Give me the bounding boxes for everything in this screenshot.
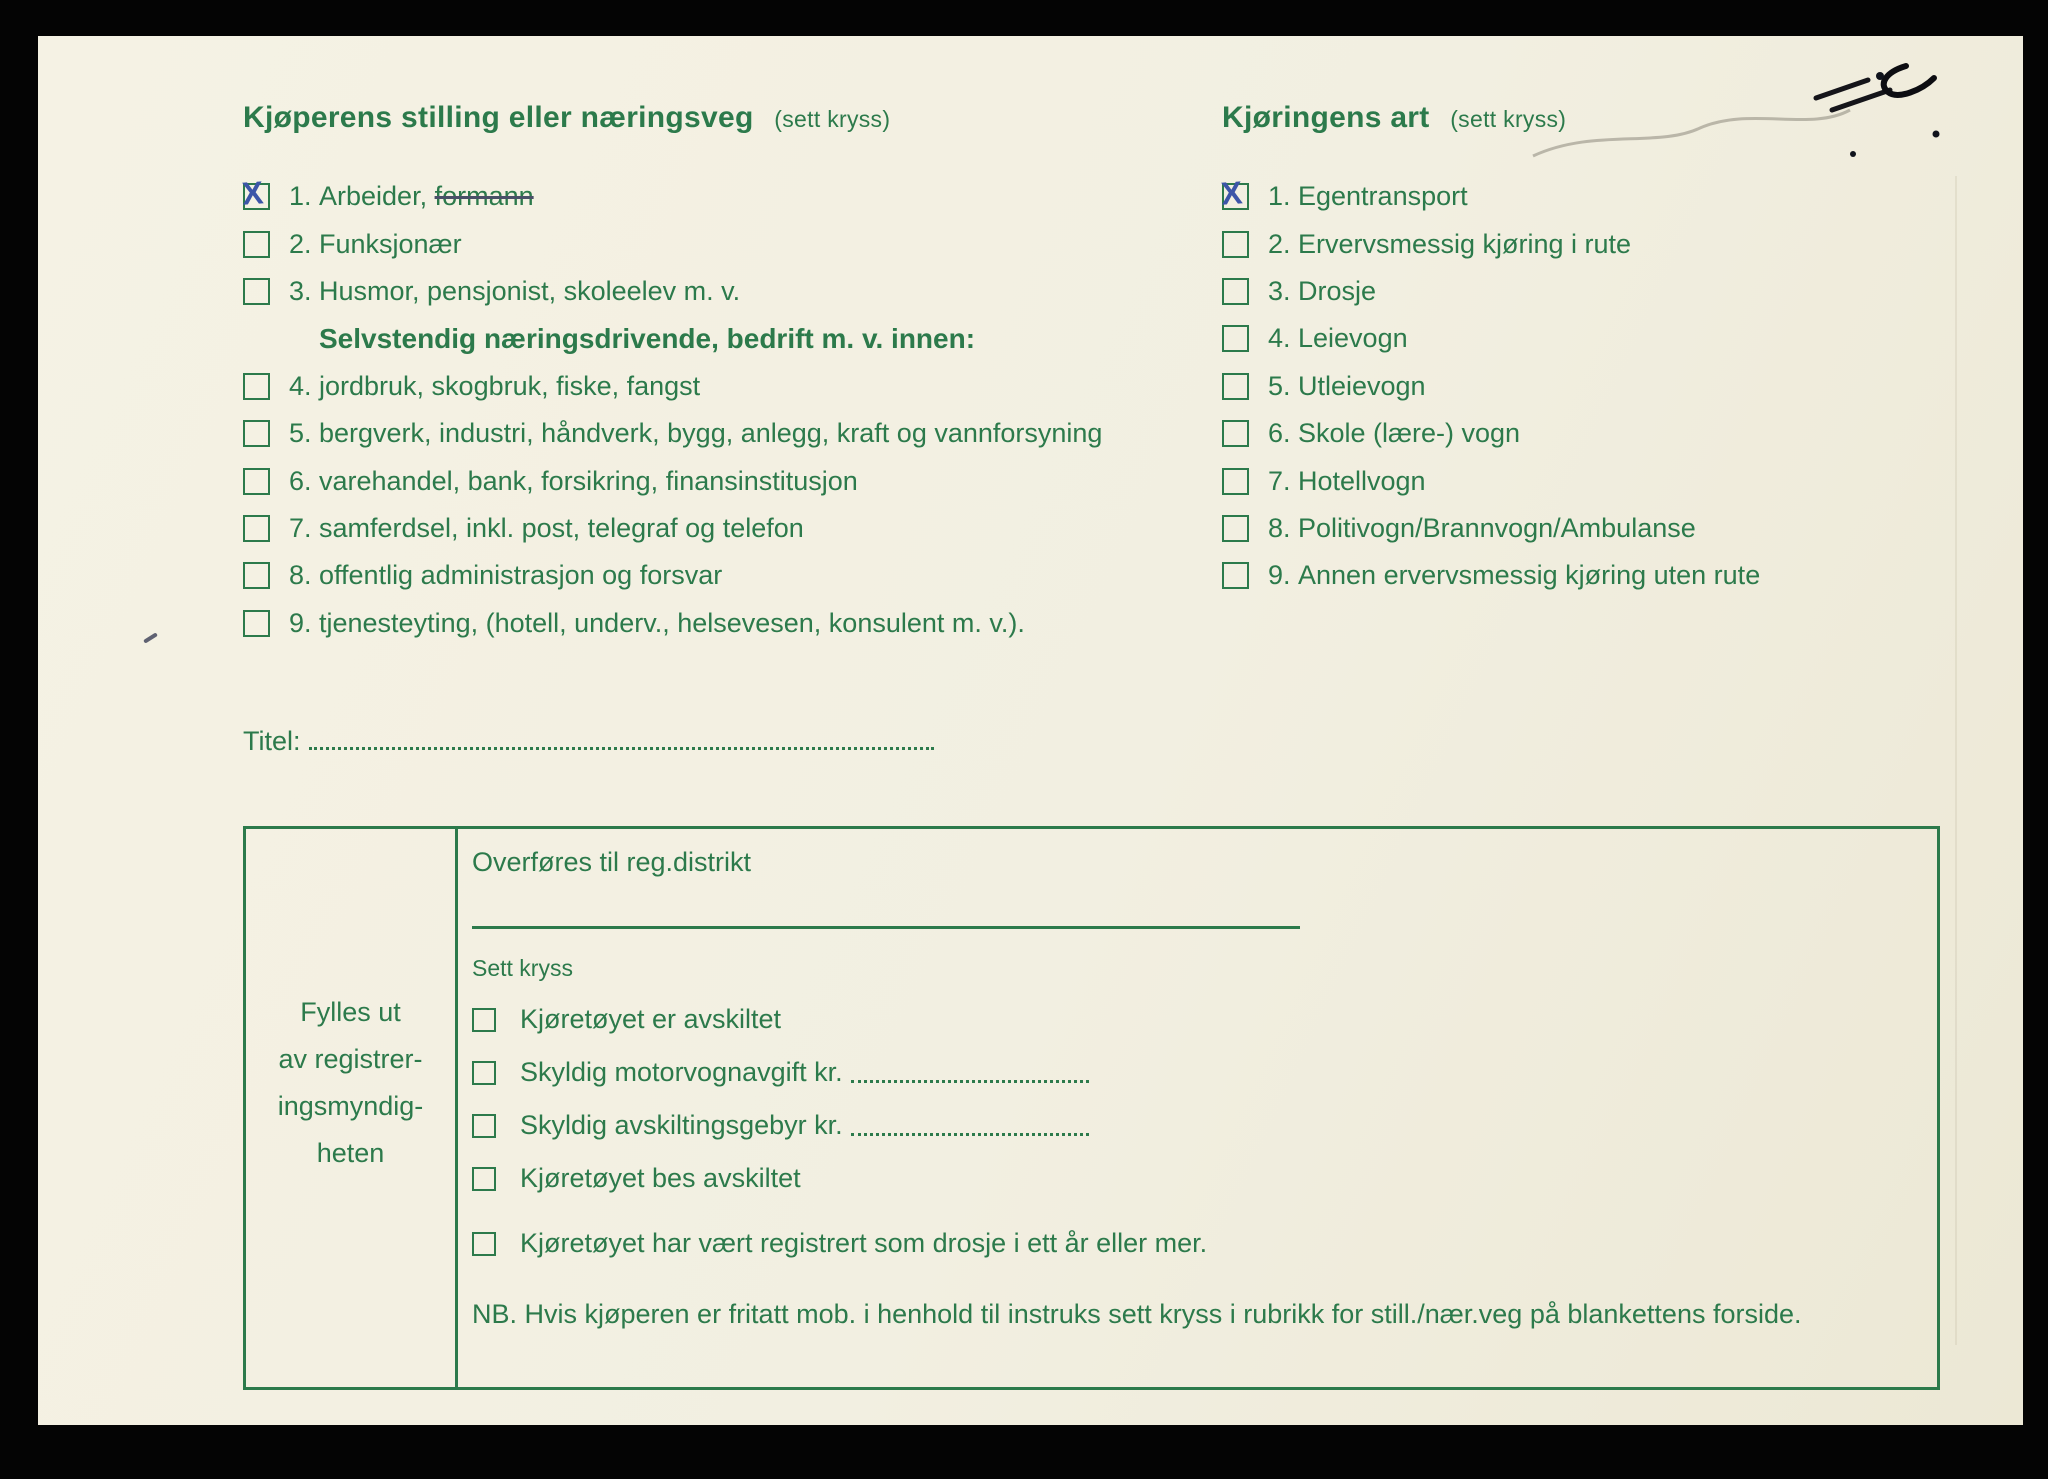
titel-label: Titel:	[243, 726, 301, 756]
item-number: 6.	[1268, 418, 1291, 449]
driving-item-3	[1222, 268, 2002, 315]
occupation-item-1	[240, 173, 1253, 220]
item-label: Politivogn/Brannvogn/Ambulanse	[1298, 512, 1696, 543]
driving-item-1	[1219, 173, 2002, 220]
item-label: Annen ervervsmessig kjøring uten rute	[1298, 560, 1761, 591]
item-number: 2.	[289, 228, 312, 259]
item-label: Skole (lære-) vogn	[1298, 418, 1521, 449]
occupation-subheading: Selvstendig næringsdrivende, bedrift m. v. innen:	[319, 322, 976, 354]
item-label-prefix: Arbeider,	[319, 181, 435, 212]
checkbox-driving-5[interactable]	[1222, 373, 1249, 400]
authority-row-label: Kjøretøyet er avskiltet	[520, 1004, 782, 1034]
checkbox-occupation-9[interactable]	[243, 610, 270, 637]
authority-row-3	[472, 1110, 1917, 1141]
authority-row-label: Skyldig motorvognavgift kr.	[520, 1057, 843, 1087]
checkbox-avskiltingsgebyr[interactable]	[472, 1114, 496, 1138]
item-number: 3.	[289, 275, 312, 306]
item-label: bergverk, industri, håndverk, bygg, anlegg, kraft og vannforsyning	[319, 418, 1103, 449]
checkbox-driving-2[interactable]	[1222, 231, 1249, 258]
side-label-line: heten	[316, 1138, 385, 1168]
driving-section	[1219, 100, 2002, 600]
driving-item-2	[1222, 220, 2002, 267]
item-number: 1.	[1268, 181, 1291, 212]
authority-row-4	[472, 1163, 1917, 1194]
item-label: jordbruk, skogbruk, fiske, fangst	[319, 370, 701, 401]
item-label: Drosje	[1298, 275, 1377, 306]
driving-hint: (sett kryss)	[1450, 106, 1567, 132]
item-number: 2.	[1268, 228, 1291, 259]
checkbox-occupation-2[interactable]	[243, 231, 270, 258]
occupation-item-9	[243, 600, 1253, 647]
registration-authority-box	[243, 826, 1940, 1390]
item-number: 5.	[289, 418, 312, 449]
stray-pen-mark	[143, 632, 158, 643]
side-label-line: Fylles ut	[300, 997, 401, 1027]
driving-item-4	[1222, 315, 2002, 362]
authority-row-1	[472, 1004, 1917, 1035]
driving-items-list	[1219, 173, 2002, 600]
checkbox-bes-avskiltet[interactable]	[472, 1167, 496, 1191]
item-label: Funksjonær	[319, 228, 462, 259]
titel-row	[243, 726, 934, 757]
side-label-line: ingsmyndig-	[277, 1091, 424, 1121]
checkbox-driving-9[interactable]	[1222, 562, 1249, 589]
driving-item-6	[1222, 410, 2002, 457]
item-label: tjenesteyting, (hotell, underv., helsevesen, konsulent m. v.).	[319, 607, 1025, 638]
occupation-item-3	[243, 268, 1253, 315]
occupation-item-4	[243, 363, 1253, 410]
occupation-item-5	[243, 410, 1253, 457]
checkbox-avskiltet[interactable]	[472, 1008, 496, 1032]
checkbox-occupation-8[interactable]	[243, 562, 270, 589]
authority-row-5	[472, 1228, 1917, 1259]
occupation-section	[240, 100, 1253, 647]
item-label: Ervervsmessig kjøring i rute	[1298, 228, 1632, 259]
avskiltingsgebyr-amount-line[interactable]	[851, 1116, 1089, 1136]
item-number: 9.	[1268, 560, 1291, 591]
driving-item-9	[1222, 552, 2002, 599]
item-label: Egentransport	[1298, 181, 1468, 212]
checkbox-drosje-registrert[interactable]	[472, 1232, 496, 1256]
authority-row-2	[472, 1057, 1917, 1088]
item-label: Leievogn	[1298, 323, 1408, 354]
item-number: 1.	[289, 181, 312, 212]
titel-fill-in-line[interactable]	[309, 730, 934, 750]
occupation-item-2	[243, 220, 1253, 267]
authority-side-label	[246, 829, 458, 1387]
x-mark: X	[1219, 174, 1244, 212]
occupation-title: Kjøperens stilling eller næringsveg	[243, 101, 754, 134]
checkbox-driving-4[interactable]	[1222, 325, 1249, 352]
authority-main-cell	[458, 829, 1937, 1387]
checkbox-driving-8[interactable]	[1222, 515, 1249, 542]
form-page	[38, 36, 2023, 1425]
checkbox-occupation-6[interactable]	[243, 468, 270, 495]
occupation-items-list	[240, 173, 1253, 647]
item-label: Utleievogn	[1298, 370, 1426, 401]
checkbox-occupation-7[interactable]	[243, 515, 270, 542]
driving-title: Kjøringens art	[1222, 101, 1430, 134]
checkbox-occupation-4[interactable]	[243, 373, 270, 400]
checkbox-driving-7[interactable]	[1222, 468, 1249, 495]
item-number: 6.	[289, 465, 312, 496]
authority-row-label: Kjøretøyet bes avskiltet	[520, 1163, 801, 1193]
authority-row-label: Kjøretøyet har vært registrert som drosje i ett år eller mer.	[520, 1228, 1208, 1258]
item-label: Hotellvogn	[1298, 465, 1426, 496]
checkbox-driving-3[interactable]	[1222, 278, 1249, 305]
item-number: 7.	[289, 512, 312, 543]
item-number: 5.	[1268, 370, 1291, 401]
item-number: 8.	[289, 560, 312, 591]
item-label	[319, 183, 534, 210]
item-label: varehandel, bank, forsikring, finansinstitusjon	[319, 465, 858, 496]
occupation-item-6	[243, 457, 1253, 504]
driving-heading	[1222, 100, 2002, 137]
occupation-heading	[243, 100, 1253, 137]
checkbox-driving-1[interactable]	[1219, 174, 1249, 212]
item-number: 9.	[289, 607, 312, 638]
checkbox-occupation-5[interactable]	[243, 420, 270, 447]
item-number: 8.	[1268, 512, 1291, 543]
side-label-line: av registrer-	[278, 1044, 423, 1074]
item-label: offentlig administrasjon og forsvar	[319, 560, 723, 591]
item-number: 3.	[1268, 275, 1291, 306]
occupation-item-8	[243, 552, 1253, 599]
checkbox-occupation-3[interactable]	[243, 278, 270, 305]
sett-kryss-label: Sett kryss	[472, 955, 573, 981]
item-number: 7.	[1268, 465, 1291, 496]
occupation-subheading-row	[243, 315, 1253, 362]
item-number: 4.	[1268, 323, 1291, 354]
checkbox-driving-6[interactable]	[1222, 420, 1249, 447]
item-label: samferdsel, inkl. post, telegraf og telefon	[319, 512, 804, 543]
struck-word: formann	[434, 181, 534, 212]
driving-item-7	[1222, 457, 2002, 504]
checkbox-occupation-1[interactable]	[240, 174, 270, 212]
item-number: 4.	[289, 370, 312, 401]
transfer-district-write-line[interactable]	[472, 926, 1300, 929]
occupation-hint: (sett kryss)	[774, 106, 891, 132]
transfer-district-label: Overføres til reg.distrikt	[472, 847, 752, 877]
driving-item-8	[1222, 505, 2002, 552]
driving-item-5	[1222, 363, 2002, 410]
authority-row-label: Skyldig avskiltingsgebyr kr.	[520, 1110, 843, 1140]
motorvognavgift-amount-line[interactable]	[851, 1063, 1089, 1083]
x-mark: X	[240, 174, 265, 212]
checkbox-motorvognavgift[interactable]	[472, 1061, 496, 1085]
item-label: Husmor, pensjonist, skoleelev m. v.	[319, 275, 741, 306]
occupation-item-7	[243, 505, 1253, 552]
nb-note: NB. Hvis kjøperen er fritatt mob. i henhold til instruks sett kryss i rubrikk for still./nær.veg på blankettens forside.	[472, 1299, 1802, 1329]
